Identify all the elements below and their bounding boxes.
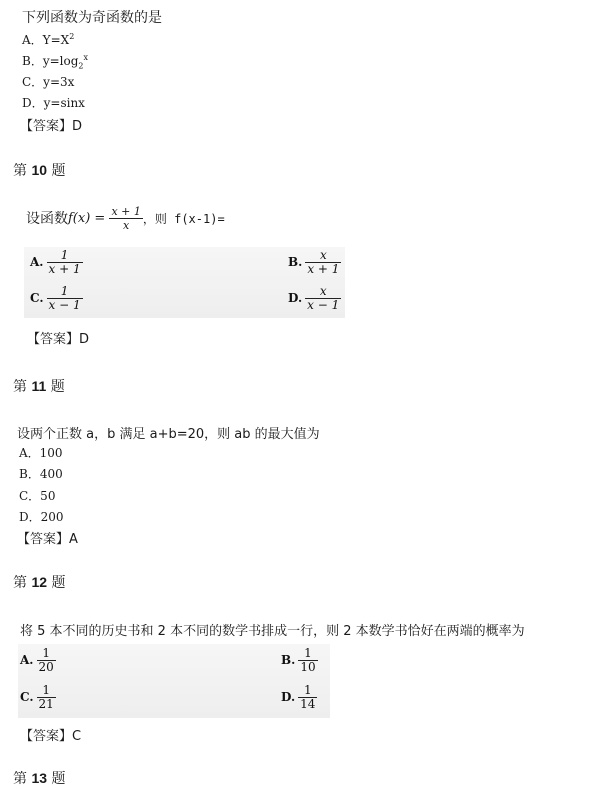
- numerator: x: [319, 284, 327, 298]
- q10-option-b: [288, 249, 341, 276]
- numerator: 1: [60, 248, 69, 262]
- heading-prefix: 第: [13, 771, 32, 787]
- q10-answer-value: D: [79, 332, 90, 347]
- q11-answer-label: 【答案】: [17, 532, 70, 547]
- q9-option-a-text: A．Y=X: [22, 33, 70, 47]
- heading-question-12: [13, 572, 65, 592]
- q9-stem: 下列函数为奇函数的是: [22, 10, 162, 26]
- q12-answer-label: 【答案】: [20, 729, 73, 744]
- q12-option-c-label: C.: [20, 690, 34, 704]
- q10-option-a: [30, 249, 83, 276]
- heading-question-13: [13, 768, 65, 788]
- q9-option-b-text: B．y=log: [22, 54, 79, 68]
- q10-option-c-fraction: [47, 285, 83, 312]
- heading-suffix: 题: [47, 575, 66, 591]
- q9-answer: [20, 115, 82, 134]
- q9-option-c: C．y=3x: [22, 75, 75, 89]
- q10-option-b-fraction: [305, 249, 341, 276]
- denominator: 21: [38, 697, 54, 711]
- q10-formula: [68, 205, 143, 232]
- q10-stem-prefix: 设函数: [26, 211, 68, 227]
- heading-number: 10: [31, 162, 48, 178]
- q10-option-a-label: A.: [30, 255, 44, 269]
- q12-option-c: [20, 684, 56, 711]
- q10-option-d-label: D.: [288, 291, 303, 305]
- numerator: 1: [60, 284, 69, 298]
- q9-answer-value: D: [72, 119, 83, 134]
- q10-option-c: [30, 285, 83, 312]
- q12-option-b-fraction: [298, 647, 317, 674]
- heading-prefix: 第: [13, 575, 32, 591]
- q9-option-b-base: 2: [78, 61, 84, 71]
- q10-answer: [27, 328, 89, 347]
- q12-option-b-label: B.: [281, 653, 296, 667]
- q9-option-b-arg: x: [83, 53, 89, 62]
- q10-formula-lhs: f(x) =: [68, 211, 106, 226]
- q12-option-a-label: A.: [20, 653, 34, 667]
- heading-suffix: 题: [47, 163, 66, 179]
- q12-option-b: [281, 647, 318, 674]
- heading-number: 11: [31, 378, 47, 394]
- denominator: x − 1: [307, 298, 340, 312]
- q11-option-a: A．100: [19, 446, 63, 460]
- q10-stem: [26, 205, 225, 232]
- q10-answer-label: 【答案】: [27, 332, 80, 347]
- q12-answer-value: C: [72, 729, 82, 744]
- heading-number: 13: [31, 770, 48, 786]
- numerator: 1: [42, 646, 50, 660]
- q11-answer: [17, 528, 78, 547]
- q9-option-d: D．y=sinx: [22, 96, 85, 110]
- q12-stem: 将 5 本不同的历史书和 2 本不同的数学书排成一行，则 2 本数学书恰好在两端的概率为: [20, 624, 525, 639]
- heading-prefix: 第: [13, 163, 32, 179]
- q10-option-d-fraction: [305, 285, 341, 312]
- q12-answer: [20, 725, 81, 744]
- q12-option-c-fraction: [37, 684, 56, 711]
- heading-question-10: [13, 160, 65, 180]
- q10-formula-fraction: [109, 205, 142, 232]
- heading-prefix: 第: [13, 379, 32, 395]
- q12-option-d: [281, 684, 317, 711]
- q10-formula-denominator: x: [109, 218, 142, 232]
- denominator: x + 1: [307, 262, 340, 276]
- q10-options-image: [24, 247, 345, 318]
- heading-suffix: 题: [46, 379, 65, 395]
- heading-question-11: [13, 376, 65, 396]
- q10-stem-suffix: ，则 f(x-1)=: [142, 212, 225, 226]
- q10-option-b-label: B.: [288, 255, 303, 269]
- q11-stem: 设两个正数 a，b 满足 a+b=20，则 ab 的最大值为: [17, 427, 320, 442]
- numerator: 1: [303, 683, 312, 697]
- denominator: 20: [38, 660, 54, 674]
- q10-formula-numerator: x + 1: [111, 205, 141, 218]
- q12-option-d-label: D.: [281, 690, 296, 704]
- q11-option-d: D．200: [19, 510, 64, 524]
- q10-option-a-fraction: [47, 249, 83, 276]
- denominator: x + 1: [48, 262, 81, 276]
- denominator: 14: [300, 697, 316, 711]
- denominator: x − 1: [48, 298, 81, 312]
- q12-option-a-fraction: [37, 647, 56, 674]
- q9-option-b: [22, 52, 88, 70]
- q11-option-b: B．400: [19, 467, 63, 481]
- numerator: x: [319, 248, 327, 262]
- heading-number: 12: [31, 574, 48, 590]
- q9-option-a-exponent: 2: [69, 32, 75, 41]
- q12-options-image: [18, 644, 330, 718]
- q10-option-c-label: C.: [30, 291, 44, 305]
- q9-answer-label: 【答案】: [20, 119, 73, 134]
- q10-option-d: [288, 285, 341, 312]
- numerator: 1: [42, 683, 50, 697]
- q12-option-d-fraction: [298, 684, 317, 711]
- heading-suffix: 题: [47, 771, 66, 787]
- q11-option-c: C．50: [19, 489, 56, 503]
- q9-option-a: [22, 31, 74, 48]
- numerator: 1: [304, 646, 312, 660]
- q11-answer-value: A: [69, 532, 78, 547]
- denominator: 10: [300, 660, 316, 674]
- q12-option-a: [20, 647, 56, 674]
